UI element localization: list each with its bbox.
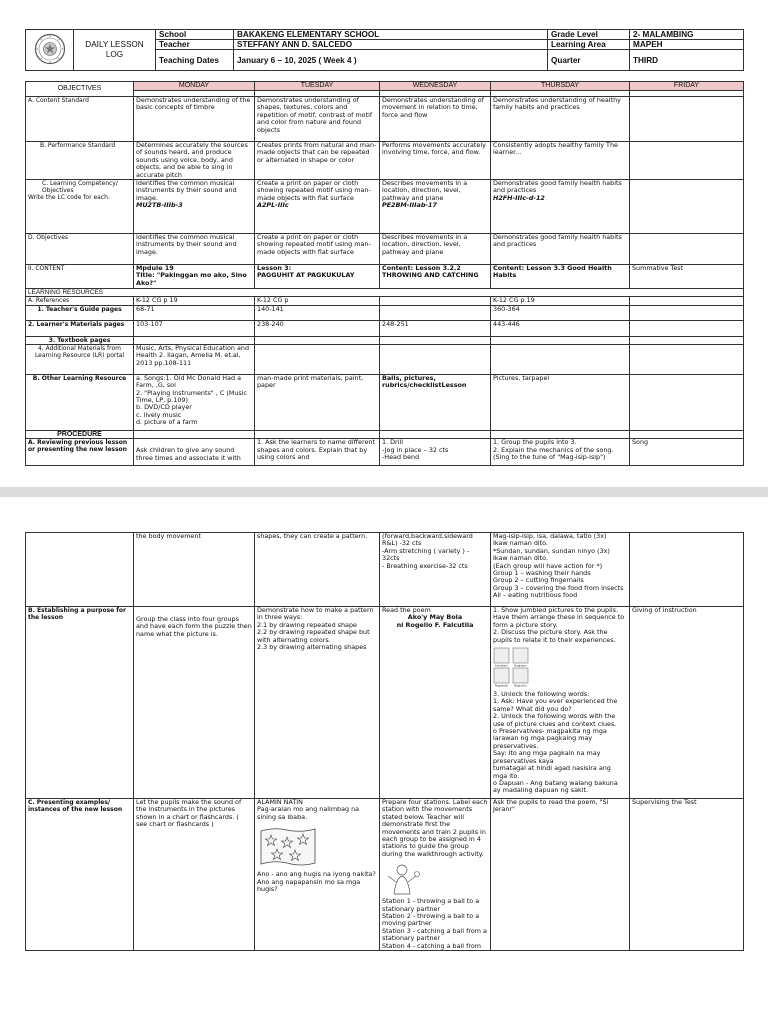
cell	[380, 180, 491, 234]
cell: 68-71	[134, 305, 255, 320]
school-label: School	[156, 30, 234, 40]
row-label	[26, 180, 134, 234]
cell	[380, 607, 491, 799]
cell: 140-141	[255, 305, 380, 320]
thumb-caption-2: Naglalaro	[514, 664, 527, 668]
thursday-header: THURSDAY	[491, 82, 630, 91]
cell: Ask children to give any sound three times and associate it with	[134, 439, 255, 466]
dates-value: January 6 – 10, 2025 ( Week 4 )	[234, 50, 548, 71]
cell	[380, 297, 491, 305]
row-label: A. References	[26, 297, 134, 305]
resources-heading: LEARNING RESOURCES	[26, 289, 744, 297]
row-label: A. Reviewing previous lesson or presenting the new lesson	[26, 439, 134, 466]
cell	[491, 607, 630, 799]
grade-label: Grade Level	[548, 30, 630, 40]
objectives-header: OBJECTIVES	[26, 82, 134, 97]
cell: Lesson 3: PAGGUHIT AT PAGKUKULAY	[255, 265, 380, 289]
procedure-heading: PROCEDURE	[26, 430, 134, 438]
cell: Creates prints from natural and man-made objects that can be repeated or alternated in shape or color	[255, 142, 380, 180]
cell: Demonstrates understanding of the basic concepts of timbre	[134, 97, 255, 142]
cell	[491, 344, 630, 374]
cell: Demonstrates understanding of movement in relation to time, force and flow	[380, 97, 491, 142]
cell	[380, 344, 491, 374]
row-label: 1. Teacher's Guide pages	[26, 305, 134, 320]
row-label: C. Presenting examples/ instances of the new lesson	[26, 799, 134, 951]
poem-intro: Read the poem	[382, 606, 431, 614]
table-row	[26, 180, 744, 234]
dates-label: Teaching Dates	[156, 50, 234, 71]
cell	[630, 97, 744, 142]
thumb-caption-4: Nagluluto	[514, 684, 527, 688]
wednesday-header: WEDNESDAY	[380, 82, 491, 91]
cell: Giving of instruction	[630, 607, 744, 799]
table-row	[26, 344, 744, 374]
cell: 103-107	[134, 320, 255, 336]
cell	[380, 336, 491, 344]
row-label: D. Objectives	[26, 234, 134, 265]
cell: Performs movements accurately involving time, force, and flow.	[380, 142, 491, 180]
table-row	[26, 265, 744, 289]
cell: Content: Lesson 3.2.2 THROWING AND CATCHING	[380, 265, 491, 289]
cell: 238-240	[255, 320, 380, 336]
cell	[630, 533, 744, 607]
thumb-caption-3: Naglalaba	[494, 684, 509, 688]
lesson-table-page1	[25, 81, 744, 466]
cell	[630, 344, 744, 374]
lc-code: H2FH-IIIc-d-12	[493, 193, 545, 202]
form-title: DAILY LESSON LOG	[74, 30, 156, 71]
cell-text: Station 1 - throwing a ball to a stationary partner Station 2 - throwing a ball to a moving partner Station 3 - catching a ball from a stationary partner Station 4 - catching a ball from	[382, 897, 487, 950]
cell: shapes, they can create a pattern.	[255, 533, 380, 607]
table-row	[26, 336, 744, 344]
area-label: Learning Area	[548, 40, 630, 50]
cell: Group the class into four groups and have each form the puzzle then name what the picture is.	[134, 607, 255, 799]
deped-seal-icon	[34, 33, 66, 65]
cell-text: Describes movements in a location, direction, level, pathway and plane	[382, 179, 468, 202]
table-row	[26, 320, 744, 336]
page-1	[0, 0, 768, 487]
cell: 1. Group the pupils into 3. 2. Explain the mechanics of the song. (Sing to the tune of "Mag-isip-isip")	[491, 439, 630, 466]
competency-label: C. Learning Competency/ Objectives	[42, 180, 118, 195]
cell: K-12 CG p	[255, 297, 380, 305]
cell	[255, 799, 380, 951]
table-row	[26, 142, 744, 180]
cell	[255, 430, 380, 438]
row-label: 3. Textbook pages	[26, 336, 134, 344]
cell: 1. Drill -Jog in place – 32 cts -Head bend	[380, 439, 491, 466]
cell: Create a print on paper or cloth showing repeated motif using man-made objects with flat surface	[255, 234, 380, 265]
cell	[630, 374, 744, 430]
cell	[630, 297, 744, 305]
lc-code: MU2TB-IIIb-3	[136, 201, 183, 210]
cell	[255, 344, 380, 374]
cell	[630, 320, 744, 336]
cell: (forward,backward,sideward R&L) -32 cts -Arm stretching ( variety ) - 32cts - Breathing exercise-32 cts	[380, 533, 491, 607]
row-label: B. Other Learning Resource	[26, 374, 134, 430]
thumb-caption-1: Kumakain	[495, 664, 508, 668]
cell	[255, 180, 380, 234]
row-label: B. Establishing a purpose for the lesson	[26, 607, 134, 799]
table-row	[26, 430, 744, 438]
cell: Balls, pictures, rubrics/checklistLesson	[380, 374, 491, 430]
deped-seal-cell	[26, 30, 74, 71]
competency-sublabel: Write the LC code for each.	[28, 194, 110, 202]
cell	[630, 305, 744, 320]
cell	[380, 799, 491, 951]
cell-text: Prepare four stations. Label each station with the movements stated below. Teacher will demonstrate first the movements and train 2 pupils in each group to be assigned in 4 stations to guide the group during the walkthrough activity.	[382, 798, 488, 858]
cell: 1. Ask the learners to name different shapes and colors. Explain that by using colors and	[255, 439, 380, 466]
cell: Demonstrates understanding of healthy family habits and practices	[491, 97, 630, 142]
header-table	[25, 29, 744, 71]
cell	[380, 430, 491, 438]
cell-text: Demonstrates good family health habits and practices	[493, 179, 622, 195]
cell	[491, 180, 630, 234]
lesson-table-page2	[25, 532, 744, 951]
row-label	[26, 533, 134, 607]
cell: Mag-isip-isip, isa, dalawa, tatlo (3x) Ikaw naman dito. *Sundan, sundan, sundan ninyo (3x) Ikaw naman dito. (Each group will have action for *) Group 1 – washing their hands Group 2 – cutting fingernails Group 3 – covering the food from insects All – eating nutritious food	[491, 533, 630, 607]
tuesday-header: TUESDAY	[255, 82, 380, 91]
cell: Determines accurately the sources of sounds heard, and produce sounds using voice, body, and objects, and be able to sing in accurate pitch	[134, 142, 255, 180]
cell: Demonstrates understanding of shapes, textures, colors and repetition of motif, contrast of motif and color from nature and found objects	[255, 97, 380, 142]
grade-value: 2- MALAMBING	[630, 30, 744, 40]
table-row	[26, 289, 744, 297]
row-label: 2. Learner's Materials pages	[26, 320, 134, 336]
cell: Music, Arts, Physical Education and Health 2. Ilagan, Amelia M. et.al, 2013 pp.108-111	[134, 344, 255, 374]
cell: 443-446	[491, 320, 630, 336]
cell: man-made print materials, paint, paper	[255, 374, 380, 430]
cell-text: ALAMIN NATIN Pag-aralan mo ang nalimbag na sining sa ibaba.	[257, 798, 360, 821]
table-row	[26, 297, 744, 305]
cell: K-12 CG p 19	[134, 297, 255, 305]
cell	[134, 180, 255, 234]
cell	[630, 234, 744, 265]
cell	[134, 430, 255, 438]
cell-text: 3. Unlock the following words: 1. Ask: Have you ever experienced the same? What did you do? 2. Unlock the following words with the use of picture clues and context clues. o Preservatives- magpakita ng mga larawan ng mga pagkaing may preservatives. Say: Ito ang mga pagkain na may preservatives kaya tumatagal at hindi agad nasisira ang mga ito. o Dapuan - Ang batang walang bakuna ay madaling dapuan ng sakit.	[493, 690, 618, 795]
cell: a. Songs:1. Old Mc Donald Had a Farm, ,G, sol 2. "Playing Instruments" , C (Music Time, LP, p.109) b. DVD/CD player c. lively music d. picture of a farm	[134, 374, 255, 430]
star-print-illustration	[257, 825, 321, 869]
cell: 248-251	[380, 320, 491, 336]
table-row	[26, 234, 744, 265]
teacher-label: Teacher	[156, 40, 234, 50]
monday-header: MONDAY	[134, 82, 255, 91]
cell	[255, 336, 380, 344]
cell	[491, 430, 630, 438]
child-drawing-illustration	[382, 862, 422, 896]
quarter-label: Quarter	[548, 50, 630, 71]
cell	[630, 142, 744, 180]
cell: Pictures, tarpapel	[491, 374, 630, 430]
cell	[630, 180, 744, 234]
table-row	[26, 305, 744, 320]
cell: 360-364	[491, 305, 630, 320]
cell	[491, 336, 630, 344]
table-row	[26, 374, 744, 430]
poem-author: ni Rogelio F. Falcutila	[396, 620, 474, 629]
cell	[380, 305, 491, 320]
table-row	[26, 97, 744, 142]
cell-text: Ano - ano ang hugis na iyong nakita? Ano ang napapansin mo sa mga hugis?	[257, 870, 376, 894]
school-value: BAKAKENG ELEMENTARY SCHOOL	[234, 30, 548, 40]
cell: the body movement	[134, 533, 255, 607]
cell: Describes movements in a location, direction, level, pathway and plane	[380, 234, 491, 265]
cell: Ask the pupils to read the poem, "Si Jeranr"	[491, 799, 630, 951]
cell-text: Identifies the common musical instruments by their sound and image.	[136, 179, 237, 202]
row-label: 4. Additional Materials from Learning Resource (LR) portal	[26, 344, 134, 374]
cell: Demonstrates good family health habits and practices	[491, 234, 630, 265]
cell: Consistently adopts healthy family The learner...	[491, 142, 630, 180]
cell: Identifies the common musical instruments by their sound and image.	[134, 234, 255, 265]
table-row	[26, 607, 744, 799]
cell: Song	[630, 439, 744, 466]
friday-header: FRIDAY	[630, 82, 744, 91]
quarter-value: THIRD	[630, 50, 744, 71]
lc-code: PE2BM-IIIab-17	[382, 201, 437, 210]
row-label: II. CONTENT	[26, 265, 134, 289]
cell: Demonstrate how to make a pattern in three ways: 2.1 by drawing repeated shape 2.2 by drawing repeated shape but with alternating colors. 2.3 by drawing alternating shapes	[255, 607, 380, 799]
table-row	[26, 439, 744, 466]
cell-text: 1. Show jumbled pictures to the pupils. Have them arrange these in sequence to form a picture story. 2. Discuss the picture story. Ask the pupils to relate it to their experiences.	[493, 606, 625, 644]
row-label: A. Content Standard	[26, 97, 134, 142]
cell: Summative Test	[630, 265, 744, 289]
cell: Supervising the Test	[630, 799, 744, 951]
area-value: MAPEH	[630, 40, 744, 50]
cell: Content: Lesson 3.3 Good Health Habits	[491, 265, 630, 289]
table-row	[26, 533, 744, 607]
cell: K-12 CG p.19	[491, 297, 630, 305]
page-2	[0, 497, 768, 1024]
cell: Mpdule 19 Title: "Pakinggan mo ako, Sino Ako?"	[134, 265, 255, 289]
cell	[134, 336, 255, 344]
picture-story-thumbnails	[493, 647, 563, 689]
row-label: B. Performance Standard	[26, 142, 134, 180]
cell	[630, 336, 744, 344]
cell	[630, 430, 744, 438]
poem-title: Ako'y May Bola	[407, 613, 463, 622]
cell: Let the pupils make the sound of the instruments in the pictures shown in a chart or flashcards. ( see chart or flashcards )	[134, 799, 255, 951]
teacher-value: STEFFANY ANN D. SALCEDO	[234, 40, 548, 50]
cell-text: Create a print on paper or cloth showing repeated motif using man-made objects with flat surface	[257, 179, 371, 202]
table-row	[26, 799, 744, 951]
lc-code: A2PL-IIIc	[257, 201, 289, 210]
